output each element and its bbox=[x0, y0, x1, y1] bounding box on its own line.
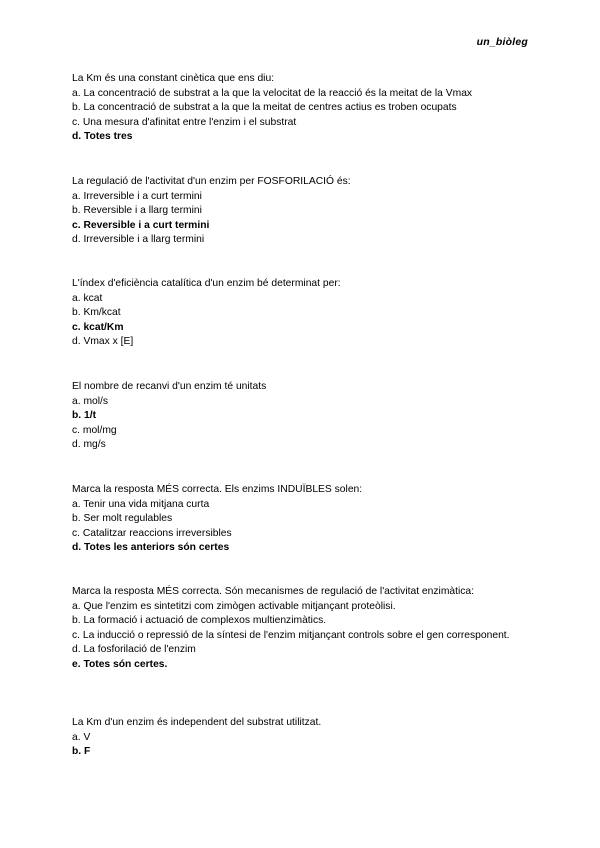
answer-option: b. Reversible i a llarg termini bbox=[72, 205, 202, 217]
correct-answer-option: d. Totes les anteriors són certes bbox=[72, 542, 230, 554]
header-mark: un_biòleg bbox=[476, 36, 528, 48]
question-block bbox=[72, 716, 542, 760]
correct-answer-option: c. Reversible i a curt termini bbox=[72, 219, 210, 231]
answer-option: c. Una mesura d'afinitat entre l'enzim i el substrat bbox=[72, 116, 297, 128]
answer-option: b. Km/kcat bbox=[72, 307, 121, 319]
answer-option: a. Irreversible i a curt termini bbox=[72, 190, 202, 202]
answer-option: d. Vmax x [E] bbox=[72, 336, 134, 348]
answer-option: b. La formació i actuació de complexos multienzimàtics. bbox=[72, 615, 327, 627]
question-stem: Marca la resposta MÉS correcta. Són mecanismes de regulació de l'activitat enzimàtica: bbox=[72, 586, 475, 597]
answer-option: a. kcat bbox=[72, 292, 103, 304]
answer-option: d. mg/s bbox=[72, 439, 106, 451]
question-stem: El nombre de recanvi d'un enzim té unitats bbox=[72, 381, 267, 392]
question-stem: L'índex d'eficiència catalítica d'un enzim bé determinat per: bbox=[72, 278, 341, 289]
answer-option: a. La concentració de substrat a la que la velocitat de la reacció és la meitat de la Vmax bbox=[72, 87, 473, 99]
answer-option: c. La inducció o repressió de la síntesi de l'enzim mitjançant controls sobre el gen corresponent. bbox=[72, 629, 510, 641]
question-block bbox=[72, 277, 542, 350]
answer-option: c. Catalitzar reaccions irreversibles bbox=[72, 527, 232, 539]
question-block bbox=[72, 72, 542, 145]
answer-option: a. V bbox=[72, 731, 91, 743]
correct-answer-option: b. F bbox=[72, 746, 91, 758]
answer-option: a. mol/s bbox=[72, 395, 109, 407]
question-block bbox=[72, 483, 542, 556]
answer-option: d. Irreversible i a llarg termini bbox=[72, 234, 205, 246]
correct-answer-option: b. 1/t bbox=[72, 410, 97, 422]
question-block bbox=[72, 585, 542, 673]
correct-answer-option: e. Totes són certes. bbox=[72, 658, 168, 670]
answer-option: c. mol/mg bbox=[72, 424, 117, 436]
question-stem: La regulació de l'activitat d'un enzim per FOSFORILACIÓ és: bbox=[72, 176, 351, 187]
answer-option: d. La fosforilació de l'enzim bbox=[72, 644, 196, 656]
correct-answer-option: c. kcat/Km bbox=[72, 321, 124, 333]
question-stem: La Km d'un enzim és independent del substrat utilitzat. bbox=[72, 717, 322, 728]
answer-option: b. La concentració de substrat a la que la meitat de centres actius es troben ocupats bbox=[72, 102, 457, 114]
question-stem: La Km és una constant cinètica que ens diu: bbox=[72, 73, 275, 84]
question-block bbox=[72, 175, 542, 248]
answer-option: a. Tenir una vida mitjana curta bbox=[72, 498, 210, 510]
correct-answer-option: d. Totes tres bbox=[72, 131, 133, 143]
question-block bbox=[72, 380, 542, 453]
answer-option: b. Ser molt regulables bbox=[72, 513, 173, 525]
question-stem: Marca la resposta MÉS correcta. Els enzims INDUÏBLES solen: bbox=[72, 484, 363, 495]
answer-option: a. Que l'enzim es sintetitzi com zimògen activable mitjançant proteòlisi. bbox=[72, 600, 396, 612]
